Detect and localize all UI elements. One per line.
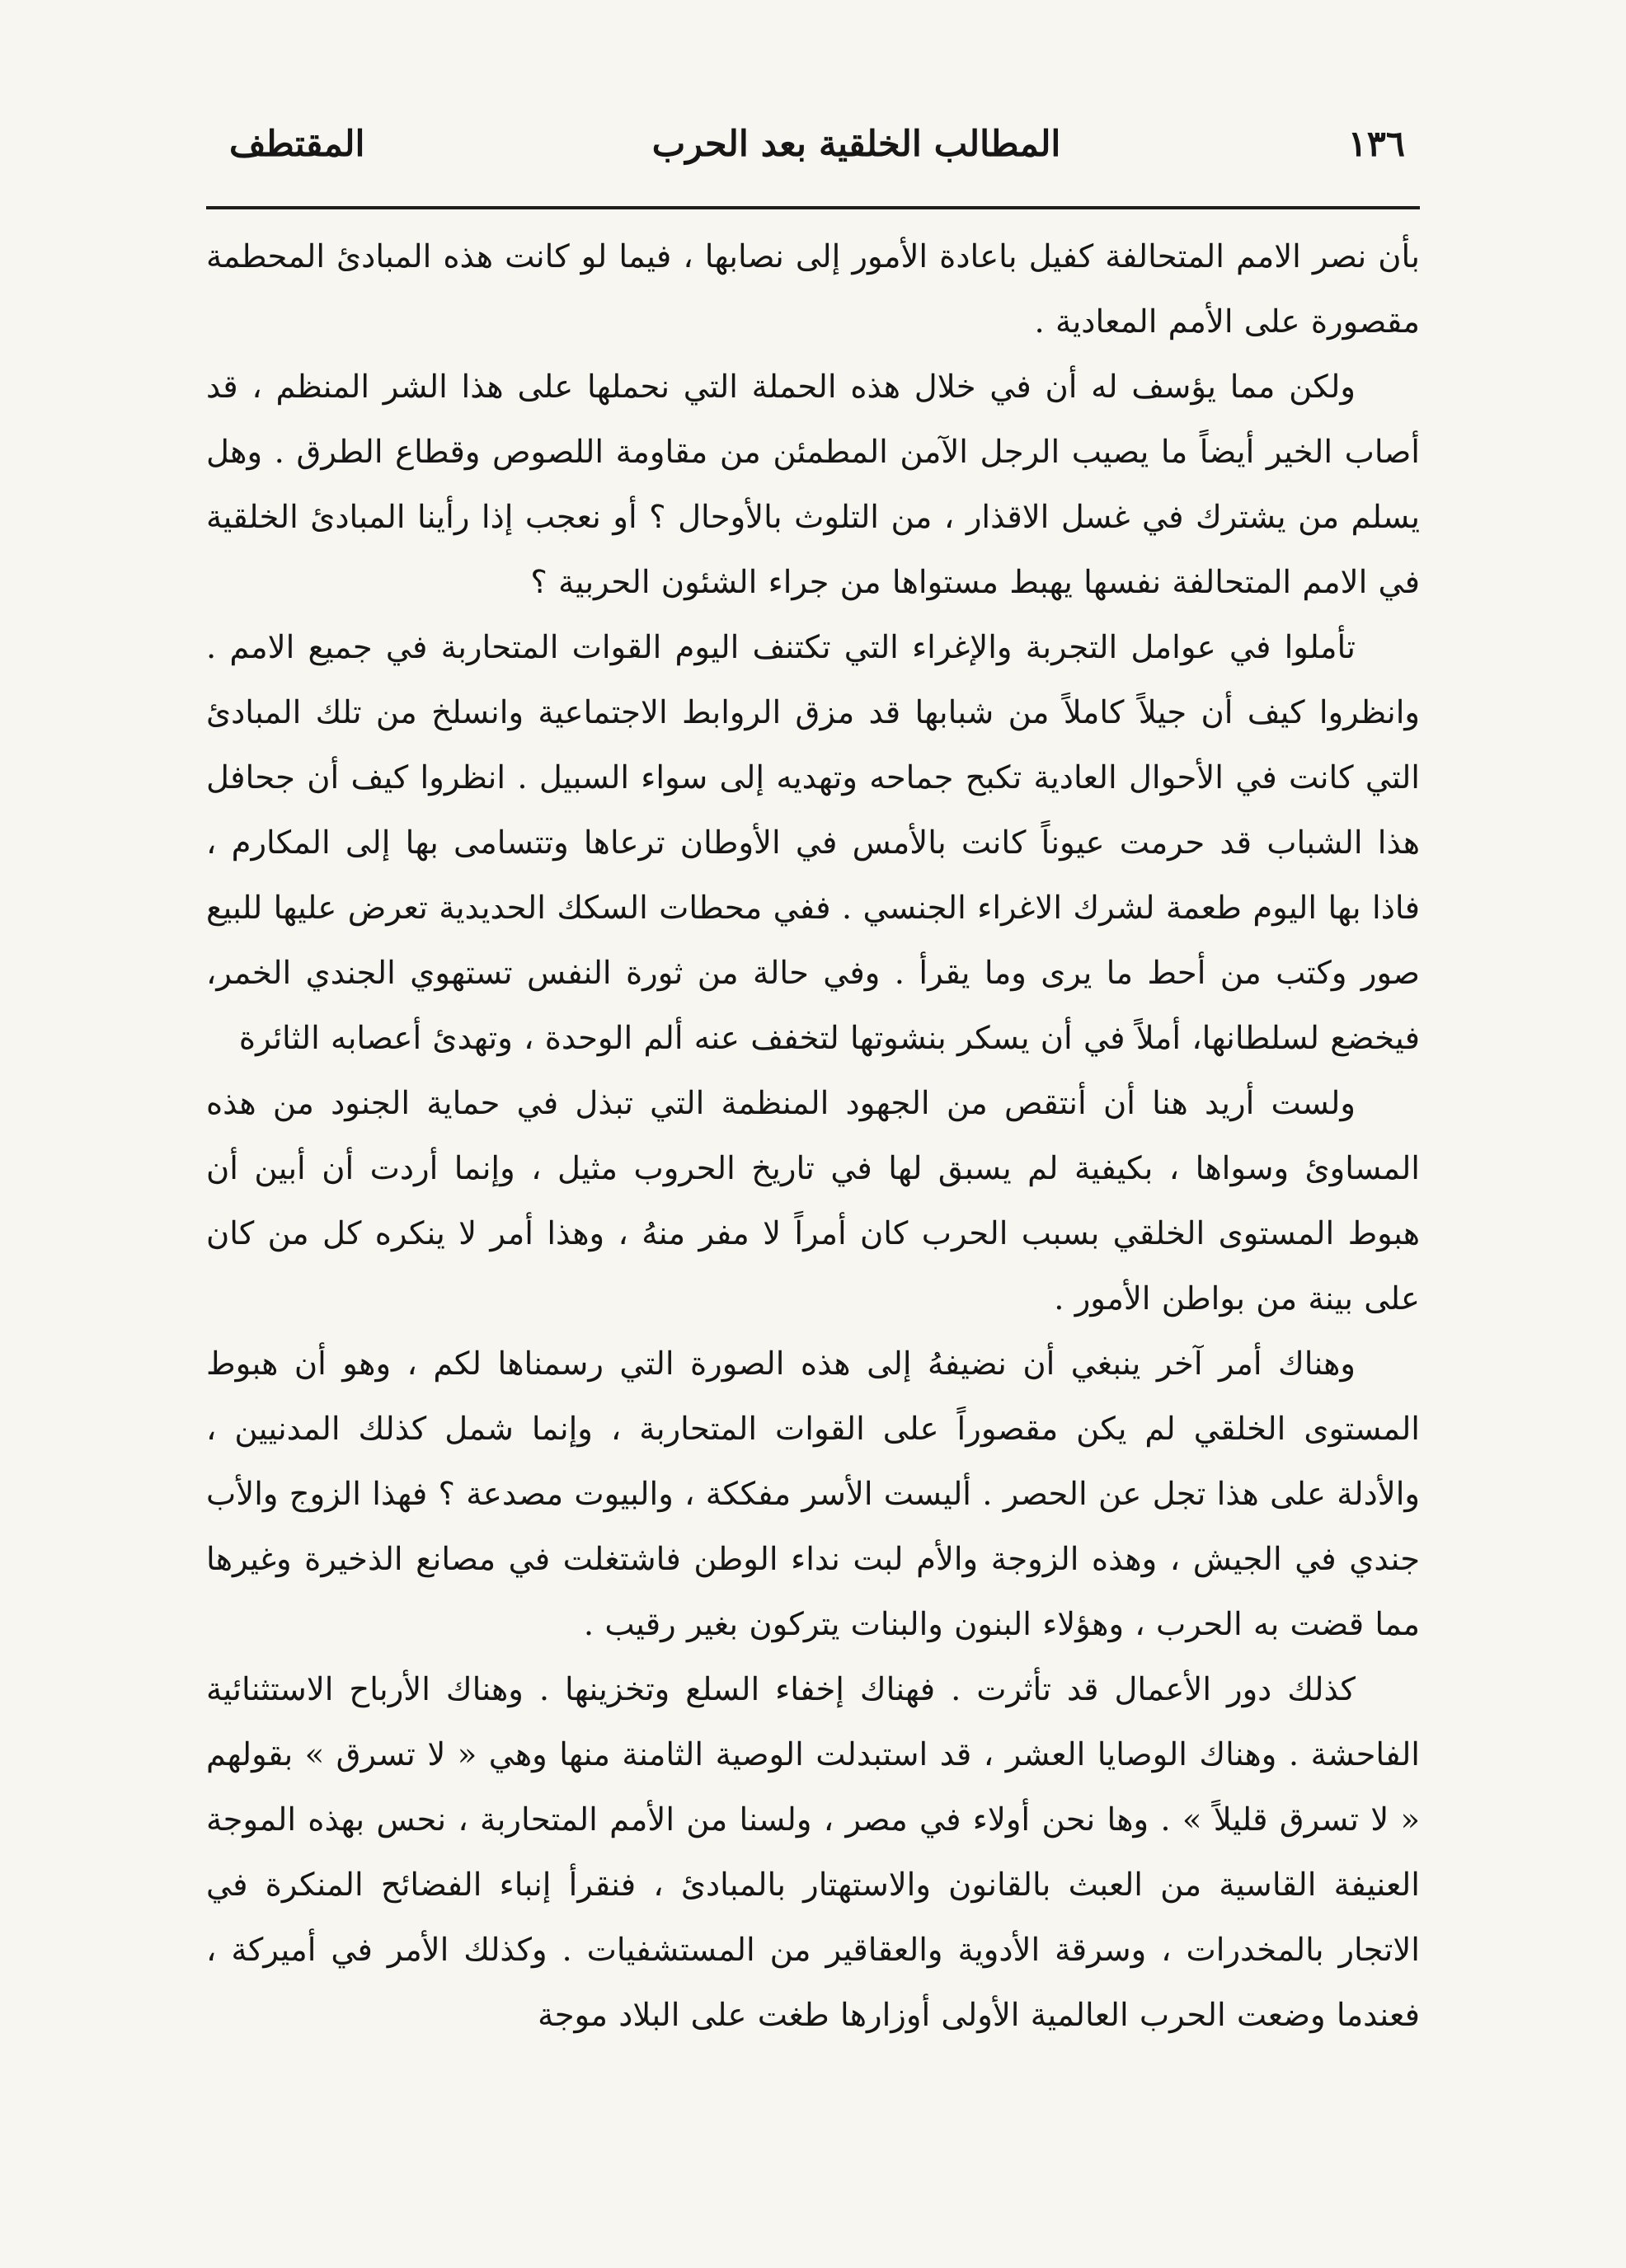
article-body: [206, 224, 1420, 2048]
journal-name: المقتطف: [229, 124, 365, 165]
header-rule: [206, 206, 1420, 209]
paragraph: ولست أريد هنا أن أنتقص من الجهود المنظمة التي تبذل في حماية الجنود من هذه المساوئ وسواها ، بكيفية لم يسبق لها في تاريخ الحروب مثيل ، وإنما أردت أن أبين أن هبوط المستوى الخلقي بسبب الحرب كان أمراً لا مفر منهُ ، وهذا أمر لا ينكره كل من كان على بينة من بواطن الأمور .: [206, 1084, 1420, 1317]
paragraph: تأملوا في عوامل التجربة والإغراء التي تكتنف اليوم القوات المتحاربة في جميع الامم . وانظروا كيف أن جيلاً كاملاً من شبابها قد مزق الروابط الاجتماعية وانسلخ من تلك المبادئ التي كانت في الأحوال العادية تكبح جماحه وتهديه إلى سواء السبيل . انظروا كيف أن جحافل هذا الشباب قد حرمت عيوناً كانت بالأمس في الأوطان ترعاها وتتسامى بها إلى المكارم ، فاذا بها اليوم طعمة لشرك الاغراء الجنسي . ففي محطات السكك الحديدية تعرض عليها للبيع صور وكتب من أحط ما يرى وما يقرأ . وفي حالة من ثورة النفس تستهوي الجندي الخمر، فيخضع لسلطانها، أملاً في أن يسكر بنشوتها لتخفف عنه ألم الوحدة ، وتهدئ أعصابه الثائرة: [206, 628, 1420, 1057]
paragraph: بأن نصر الامم المتحالفة كفيل باعادة الأمور إلى نصابها ، فيما لو كانت هذه المبادئ المحطمة مقصورة على الأمم المعادية .: [206, 237, 1420, 340]
paragraph: ولكن مما يؤسف له أن في خلال هذه الحملة التي نحملها على هذا الشر المنظم ، قد أصاب الخير أيضاً ما يصيب الرجل الآمن المطمئن من مقاومة اللصوص وقطاع الطرق . وهل يسلم من يشترك في غسل الاقذار ، من التلوث بالأوحال ؟ أو نعجب إذا رأينا المبادئ الخلقية في الامم المتحالفة نفسها يهبط مستواها من جراء الشئون الحربية ؟: [206, 368, 1420, 601]
paragraph: كذلك دور الأعمال قد تأثرت . فهناك إخفاء السلع وتخزينها . وهناك الأرباح الاستثنائية الفاحشة . وهناك الوصايا العشر ، قد استبدلت الوصية الثامنة منها وهي « لا تسرق » بقولهم « لا تسرق قليلاً » . وها نحن أولاء في مصر ، ولسنا من الأمم المتحاربة ، نحس بهذه الموجة العنيفة القاسية من العبث بالقانون والاستهتار بالمبادئ ، فنقرأ إنباء الفضائح المنكرة في الاتجار بالمخدرات ، وسرقة الأدوية والعقاقير من المستشفيات . وكذلك الأمر في أميركة ، فعندما وضعت الحرب العالمية الأولى أوزارها طغت على البلاد موجة: [206, 1670, 1420, 2034]
page-number: ١٣٦: [1347, 124, 1405, 165]
article-title: المطالب الخلقية بعد الحرب: [651, 124, 1061, 165]
running-header: [206, 124, 1420, 167]
paragraph: وهناك أمر آخر ينبغي أن نضيفهُ إلى هذه الصورة التي رسمناها لكم ، وهو أن هبوط المستوى الخلقي لم يكن مقصوراً على القوات المتحاربة ، وإنما شمل كذلك المدنيين ، والأدلة على هذا تجل عن الحصر . أليست الأسر مفككة ، والبيوت مصدعة ؟ فهذا الزوج والأب جندي في الجيش ، وهذه الزوجة والأم لبت نداء الوطن فاشتغلت في مصانع الذخيرة وغيرها مما قضت به الحرب ، وهؤلاء البنون والبنات يتركون بغير رقيب .: [206, 1345, 1420, 1643]
